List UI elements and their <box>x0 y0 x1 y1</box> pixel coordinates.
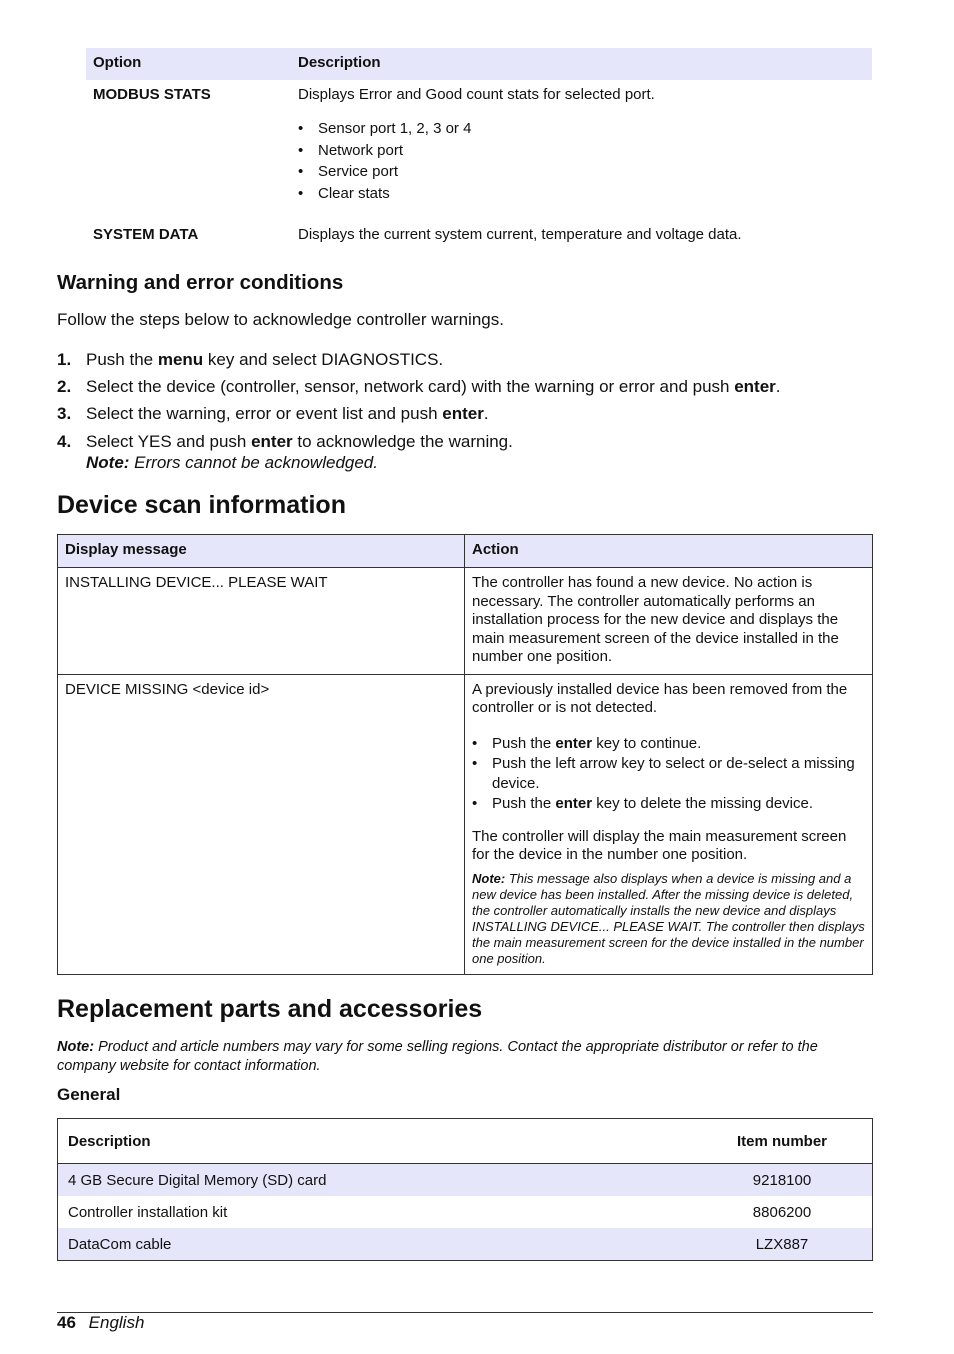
header-display-message: Display message <box>58 535 465 568</box>
general-subheading: General <box>57 1085 121 1104</box>
options-table-header <box>86 48 872 80</box>
device-scan-table <box>57 534 873 975</box>
action-intro: A previously installed device has been removed from the controller or is not detected. <box>472 680 848 716</box>
message-cell: INSTALLING DEVICE... PLEASE WAIT <box>58 568 465 675</box>
list-item: • Service port <box>298 161 471 183</box>
list-item: • Network port <box>298 140 471 162</box>
options-header-description: Description <box>298 54 381 71</box>
part-item-number: LZX887 <box>692 1228 873 1261</box>
warning-section-heading: Warning and error conditions <box>57 271 344 294</box>
step-number: 4. <box>57 432 72 451</box>
header-action: Action <box>465 535 873 568</box>
part-description: DataCom cable <box>58 1228 693 1261</box>
header-description: Description <box>58 1119 693 1164</box>
table-row <box>58 1196 873 1228</box>
warning-steps-list <box>57 350 873 475</box>
option-system-data: SYSTEM DATA <box>93 226 199 243</box>
table-header-row <box>58 535 873 568</box>
option-modbus-stats: MODBUS STATS <box>93 86 211 103</box>
list-item: • Push the left arrow key to select or de-select a missing device. <box>472 754 865 794</box>
step-number: 2. <box>57 377 72 396</box>
list-item: • Clear stats <box>298 183 471 205</box>
footer-language: English <box>88 1313 145 1332</box>
step-text: Select YES and push enter to acknowledge the warning. <box>86 432 513 451</box>
device-scan-heading: Device scan information <box>57 491 346 519</box>
warning-intro: Follow the steps below to acknowledge controller warnings. <box>57 310 504 329</box>
footer-rule <box>57 1312 873 1313</box>
parts-table <box>57 1118 873 1261</box>
replacement-note: Note: Product and article numbers may vary for some selling regions. Contact the appropriate distributor or refer to the company website for contact information. <box>57 1039 818 1074</box>
header-item-number: Item number <box>692 1119 873 1164</box>
options-header-option: Option <box>93 54 142 71</box>
footer <box>57 1313 144 1333</box>
list-item: • Push the enter key to continue. <box>472 734 865 754</box>
part-description: 4 GB Secure Digital Memory (SD) card <box>58 1164 693 1197</box>
table-row <box>58 1228 873 1261</box>
step-note: Note: Errors cannot be acknowledged. <box>86 453 378 472</box>
table-row <box>58 1164 873 1197</box>
part-description: Controller installation kit <box>68 1203 228 1221</box>
action-note: Note: This message also displays when a device is missing and a new device has been installed. After the missing device is deleted, the controller automatically installs the new device and displays INSTALLING DEVICE... PLEASE WAIT. The controller then displays the main measurement screen for the device installed in the number one position. <box>472 870 865 966</box>
replacement-heading: Replacement parts and accessories <box>57 995 483 1023</box>
option-modbus-description: Displays Error and Good count stats for selected port. <box>298 86 655 103</box>
action-cell <box>465 674 873 974</box>
page-number: 46 <box>57 1313 76 1332</box>
list-item: • Push the enter key to delete the missing device. <box>472 794 865 814</box>
part-item-number: 9218100 <box>692 1164 873 1197</box>
modbus-bullet-list <box>298 118 471 204</box>
table-row <box>58 674 873 974</box>
action-bullet-list <box>472 734 865 814</box>
action-after: The controller will display the main measurement screen for the device in the number one position. <box>472 827 847 863</box>
step-number: 3. <box>57 404 72 423</box>
message-cell: DEVICE MISSING <device id> <box>58 674 465 974</box>
step-text: Push the menu key and select DIAGNOSTICS. <box>86 350 444 369</box>
part-item-number: 8806200 <box>752 1203 812 1221</box>
table-header-row <box>58 1119 873 1164</box>
list-item: • Sensor port 1, 2, 3 or 4 <box>298 118 471 140</box>
step-number: 1. <box>57 350 72 369</box>
table-row <box>58 568 873 675</box>
step-text: Select the device (controller, sensor, network card) with the warning or error and push enter. <box>86 377 781 396</box>
option-system-data-description: Displays the current system current, temperature and voltage data. <box>298 226 742 243</box>
step-text: Select the warning, error or event list and push enter. <box>86 404 489 423</box>
action-cell: The controller has found a new device. No action is necessary. The controller automatically performs an installation process for the new device and displays the main measurement screen of the device installed in the number one position. <box>465 568 873 675</box>
